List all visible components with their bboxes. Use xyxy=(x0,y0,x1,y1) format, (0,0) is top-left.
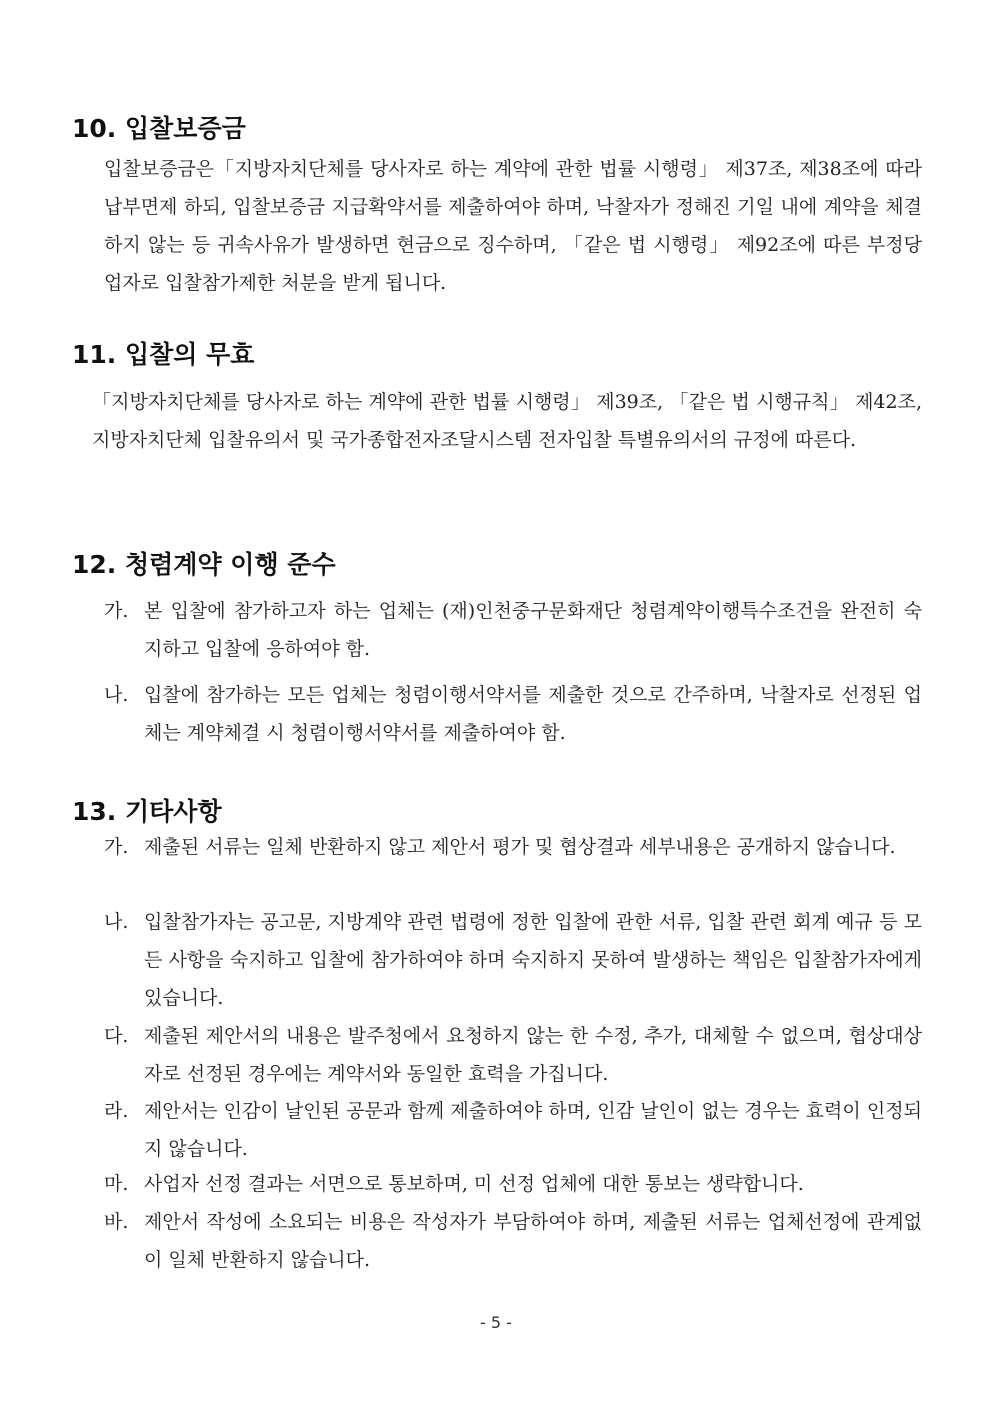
section-12-item xyxy=(104,676,922,752)
item-marker: 나. xyxy=(104,911,129,933)
section-13-item xyxy=(104,828,922,866)
section-13-item xyxy=(104,1017,922,1093)
item-marker: 마. xyxy=(104,1173,129,1195)
section-13-item xyxy=(104,1092,922,1168)
section-11-heading: 11. 입찰의 무효 xyxy=(72,340,255,369)
item-text: 입찰에 참가하는 모든 업체는 청렴이행서약서를 제출한 것으로 간주하며, 낙찰자로 선정된 업체는 계약체결 시 청렴이행서약서를 제출하여야 함. xyxy=(144,684,922,744)
section-11-body: 「지방자치단체를 당사자로 하는 계약에 관한 법률 시행령」 제39조, 「같은 법 시행규칙」 제42조, 지방자치단체 입찰유의서 및 국가종합전자조달시스템 전자입찰 특별유의서의 규정에 따른다. xyxy=(92,391,922,451)
section-13-heading: 13. 기타사항 xyxy=(72,797,222,826)
item-text: 사업자 선정 결과는 서면으로 통보하며, 미 선정 업체에 대한 통보는 생략합니다. xyxy=(144,1173,804,1195)
section-10-body: 입찰보증금은「지방자치단체를 당사자로 하는 계약에 관한 법률 시행령」 제37조, 제38조에 따라 납부면제 하되, 입찰보증금 지급확약서를 제출하여야 하며, 낙찰자가 정해진 기일 내에 계약을 체결하지 않는 등 귀속사유가 발생하면 현금으로 징수하며, 「같은 법 시행령」 제92조에 따른 부정당업자로 입찰참가제한 처분을 받게 됩니다. xyxy=(104,158,922,294)
section-13-item xyxy=(104,1165,922,1203)
item-marker: 다. xyxy=(104,1025,129,1047)
item-text: 본 입찰에 참가하고자 하는 업체는 (재)인천중구문화재단 청렴계약이행특수조건을 완전히 숙지하고 입찰에 응하여야 함. xyxy=(144,600,922,660)
section-12-item xyxy=(104,592,922,668)
section-13-item xyxy=(104,1203,922,1279)
item-marker: 가. xyxy=(104,600,129,622)
section-13-item xyxy=(104,903,922,1017)
item-marker: 나. xyxy=(104,684,129,706)
item-marker: 가. xyxy=(104,836,129,858)
item-text: 제출된 제안서의 내용은 발주청에서 요청하지 않는 한 수정, 추가, 대체할 수 없으며, 협상대상자로 선정된 경우에는 계약서와 동일한 효력을 가집니다. xyxy=(144,1025,922,1085)
item-text: 제안서 작성에 소요되는 비용은 작성자가 부담하여야 하며, 제출된 서류는 업체선정에 관계없이 일체 반환하지 않습니다. xyxy=(144,1211,922,1271)
item-text: 제출된 서류는 일체 반환하지 않고 제안서 평가 및 협상결과 세부내용은 공개하지 않습니다. xyxy=(144,836,896,858)
section-10-heading: 10. 입찰보증금 xyxy=(72,114,246,143)
item-text: 입찰참가자는 공고문, 지방계약 관련 법령에 정한 입찰에 관한 서류, 입찰 관련 회계 예규 등 모든 사항을 숙지하고 입찰에 참가하여야 하며 숙지하지 못하여 발생하는 책임은 입찰참가자에게 있습니다. xyxy=(144,911,922,1009)
item-marker: 라. xyxy=(104,1100,129,1122)
item-marker: 바. xyxy=(104,1211,129,1233)
page-number: - 5 - xyxy=(480,1313,512,1332)
section-12-heading: 12. 청렴계약 이행 준수 xyxy=(72,550,336,579)
item-text: 제안서는 인감이 날인된 공문과 함께 제출하여야 하며, 인감 날인이 없는 경우는 효력이 인정되지 않습니다. xyxy=(144,1100,922,1160)
